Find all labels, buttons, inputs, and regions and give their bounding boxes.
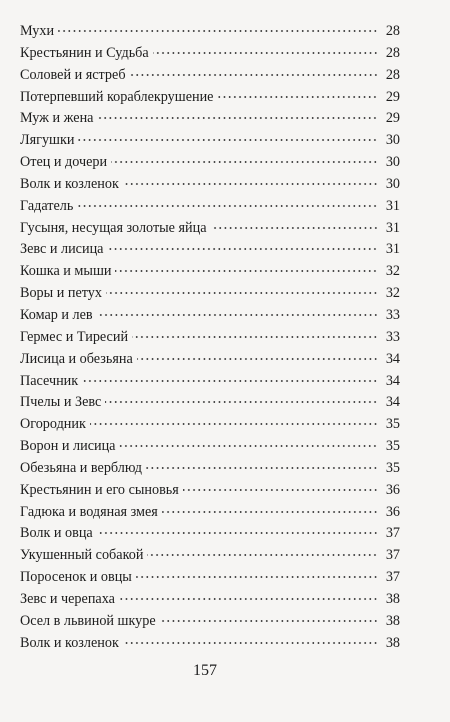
- toc-entry-page: 30: [385, 132, 400, 149]
- toc-entry-page: 32: [385, 285, 400, 302]
- toc-entry-title: Воры и петух: [20, 285, 102, 302]
- toc-entry-title: Укушенный собакой: [20, 547, 144, 564]
- toc-entry-title: Волк и козленок: [20, 634, 119, 651]
- toc-entry: [20, 21, 400, 43]
- toc-entry-page: 36: [385, 503, 400, 520]
- toc-dot-leader: [162, 511, 378, 513]
- toc-dot-leader: [111, 161, 378, 163]
- toc-entry-page: 31: [385, 197, 400, 214]
- toc-entry: [20, 239, 400, 261]
- toc-dot-leader: [123, 642, 378, 644]
- toc-entry-page: 31: [385, 241, 400, 258]
- toc-dot-leader: [217, 96, 378, 98]
- table-of-contents: [20, 21, 400, 654]
- toc-entry-page: 35: [385, 438, 400, 455]
- toc-entry-title: Гусыня, несущая золотые яйца: [20, 219, 207, 236]
- toc-entry-title: Волк и овца: [20, 525, 93, 542]
- toc-dot-leader: [183, 489, 378, 491]
- toc-entry-title: Потерпевший кораблекрушение: [20, 88, 214, 105]
- toc-dot-leader: [115, 270, 378, 272]
- toc-entry: [20, 261, 400, 283]
- toc-entry-page: 36: [385, 481, 400, 498]
- toc-entry-page: 29: [385, 88, 400, 105]
- toc-entry-title: Пчелы и Зевс: [20, 394, 102, 411]
- toc-entry: [20, 523, 400, 545]
- toc-dot-leader: [123, 183, 378, 185]
- toc-entry-page: 29: [385, 110, 400, 127]
- toc-entry: [20, 349, 400, 371]
- toc-dot-leader: [132, 336, 378, 338]
- toc-dot-leader: [137, 358, 378, 360]
- toc-entry-page: 37: [385, 547, 400, 564]
- toc-entry-title: Огородник: [20, 416, 86, 433]
- toc-entry-page: 33: [385, 328, 400, 345]
- toc-entry-title: Пасечник: [20, 372, 79, 389]
- toc-entry-title: Зевс и черепаха: [20, 590, 115, 607]
- toc-dot-leader: [153, 52, 378, 54]
- toc-dot-leader: [82, 380, 378, 382]
- toc-entry: [20, 371, 400, 393]
- toc-dot-leader: [136, 576, 378, 578]
- toc-entry: [20, 545, 400, 567]
- toc-dot-leader: [211, 227, 378, 229]
- toc-entry-title: Мухи: [20, 23, 55, 39]
- toc-entry-page: 30: [385, 175, 400, 192]
- toc-dot-leader: [119, 598, 378, 600]
- toc-dot-leader: [119, 445, 378, 447]
- toc-entry-title: Обезьяна и верблюд: [20, 459, 142, 476]
- toc-entry-title: Зевс и лисица: [20, 241, 104, 258]
- toc-entry-page: 33: [385, 306, 400, 323]
- toc-entry-page: 28: [385, 23, 400, 39]
- toc-entry: [20, 589, 400, 611]
- toc-entry-page: 31: [385, 219, 400, 236]
- toc-entry: [20, 87, 400, 109]
- toc-entry: [20, 43, 400, 65]
- toc-entry-page: 38: [385, 634, 400, 651]
- toc-entry: [20, 283, 400, 305]
- toc-dot-leader: [97, 117, 378, 119]
- toc-entry: [20, 174, 400, 196]
- toc-dot-leader: [58, 30, 378, 32]
- toc-entry-title: Отец и дочери: [20, 154, 108, 171]
- toc-entry-page: 37: [385, 525, 400, 542]
- toc-entry-title: Осел в львиной шкуре: [20, 612, 156, 629]
- toc-dot-leader: [77, 205, 378, 207]
- toc-entry: [20, 218, 400, 240]
- toc-entry-title: Поросенок и овцы: [20, 569, 132, 586]
- toc-entry-page: 28: [385, 44, 400, 61]
- toc-entry-page: 32: [385, 263, 400, 280]
- toc-entry-page: 38: [385, 590, 400, 607]
- toc-entry: [20, 436, 400, 458]
- toc-entry: [20, 567, 400, 589]
- toc-entry: [20, 130, 400, 152]
- toc-entry: [20, 196, 400, 218]
- toc-entry: [20, 305, 400, 327]
- toc-entry-title: Кошка и мыши: [20, 263, 112, 280]
- toc-entry: [20, 611, 400, 633]
- toc-dot-leader: [130, 74, 378, 76]
- toc-entry-title: Лягушки: [20, 132, 75, 149]
- toc-entry-page: 35: [385, 416, 400, 433]
- toc-entry: [20, 458, 400, 480]
- toc-entry-title: Комар и лев: [20, 306, 93, 323]
- toc-entry-page: 34: [385, 350, 400, 367]
- toc-dot-leader: [146, 467, 378, 469]
- page-number: 157: [193, 662, 217, 679]
- toc-entry: [20, 480, 400, 502]
- toc-entry: [20, 392, 400, 414]
- toc-dot-leader: [97, 532, 378, 534]
- toc-entry-title: Гадатель: [20, 197, 74, 214]
- toc-entry: [20, 65, 400, 87]
- toc-dot-leader: [107, 248, 378, 250]
- toc-dot-leader: [106, 292, 378, 294]
- toc-entry-title: Гермес и Тиресий: [20, 328, 129, 345]
- toc-dot-leader: [97, 314, 378, 316]
- toc-entry-title: Гадюка и водяная змея: [20, 503, 158, 520]
- toc-entry-page: 35: [385, 459, 400, 476]
- toc-entry: [20, 633, 400, 655]
- toc-entry-title: Соловей и ястреб: [20, 66, 126, 83]
- toc-entry-page: 28: [385, 66, 400, 83]
- toc-entry-page: 34: [385, 372, 400, 389]
- toc-entry-title: Крестьянин и Судьба: [20, 44, 149, 61]
- toc-dot-leader: [105, 401, 378, 403]
- toc-dot-leader: [147, 554, 378, 556]
- toc-entry: [20, 108, 400, 130]
- toc-entry: [20, 502, 400, 524]
- toc-entry-page: 34: [385, 394, 400, 411]
- toc-entry: [20, 414, 400, 436]
- toc-entry-page: 38: [385, 612, 400, 629]
- toc-entry-title: Муж и жена: [20, 110, 94, 127]
- toc-entry-title: Лисица и обезьяна: [20, 350, 133, 367]
- toc-entry-title: Ворон и лисица: [20, 438, 116, 455]
- toc-entry: [20, 327, 400, 349]
- toc-entry-page: 30: [385, 154, 400, 171]
- toc-entry-title: Волк и козленок: [20, 175, 119, 192]
- toc-entry: [20, 152, 400, 174]
- toc-entry-page: 37: [385, 569, 400, 586]
- toc-dot-leader: [160, 620, 378, 622]
- toc-entry-title: Крестьянин и его сыновья: [20, 481, 179, 498]
- toc-dot-leader: [90, 423, 378, 425]
- toc-dot-leader: [78, 139, 378, 141]
